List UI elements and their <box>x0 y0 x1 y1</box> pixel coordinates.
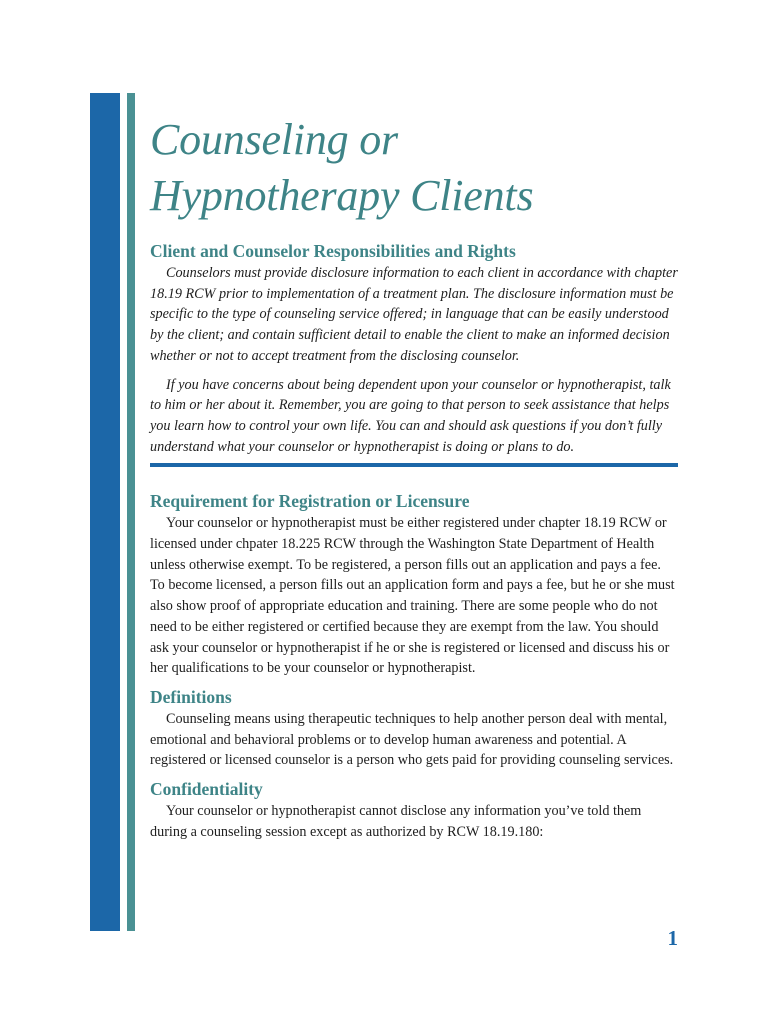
section-divider <box>150 463 678 467</box>
section-heading-registration: Requirement for Registration or Licensure <box>150 491 470 512</box>
title-line-2: Hypnotherapy Clients <box>150 171 534 220</box>
paragraph-registration: Your counselor or hypnotherapist must be either registered under chapter 18.19 RCW or licensed under chpater 18.225 RCW through the Washington State Department of Health unless otherwise exempt. To be registered, a person fills out an application and pays a fee. To become licensed, a person fills out an application form and pays a fee, but he or she must also show proof of appropriate education and training. There are some people who do not need to be either registered or certified because they are exempt from the law. You should ask your counselor or hypnotherapist if he or she is registered or licensed and discuss his or her qualifications to be your counselor or hypnotherapist. <box>150 515 675 677</box>
left-blue-bar <box>90 93 120 931</box>
paragraph-concerns: If you have concerns about being dependent upon your counselor or hypnotherapist, talk to him or her about it. Remember, you are going to that person to seek assistance that helps you learn how to control your own life. You can and should ask questions if you don’t fully understand what your counselor or hypnotherapist is doing or plans to do. <box>150 376 671 455</box>
section-heading-confidentiality: Confidentiality <box>150 779 263 800</box>
title-line-1: Counseling or <box>150 115 398 164</box>
paragraph-disclosure: Counselors must provide disclosure information to each client in accordance with chapter 18.19 RCW prior to implementation of a treatment plan. The disclosure information must be specific to the type of counseling service offered; in language that can be easily understood by the client; and contain sufficient detail to enable the client to make an informed decision whether or not to accept treatment from the disclosing counselor. <box>150 265 678 364</box>
paragraph-confidentiality: Your counselor or hypnotherapist cannot disclose any information you’ve told them during a counseling session except as authorized by RCW 18.19.180: <box>150 803 642 840</box>
left-teal-bar <box>127 93 135 931</box>
page-title <box>150 112 678 224</box>
page-number: 1 <box>667 926 678 950</box>
paragraph-definitions: Counseling means using therapeutic techniques to help another person deal with mental, emotional and behavioral problems or to develop human awareness and potential. A registered or licensed counselor is a person who gets paid for providing counseling services. <box>150 710 674 769</box>
section-heading-responsibilities: Client and Counselor Responsibilities and Rights <box>150 241 516 261</box>
page-content <box>150 112 678 842</box>
section-heading-definitions: Definitions <box>150 686 232 707</box>
